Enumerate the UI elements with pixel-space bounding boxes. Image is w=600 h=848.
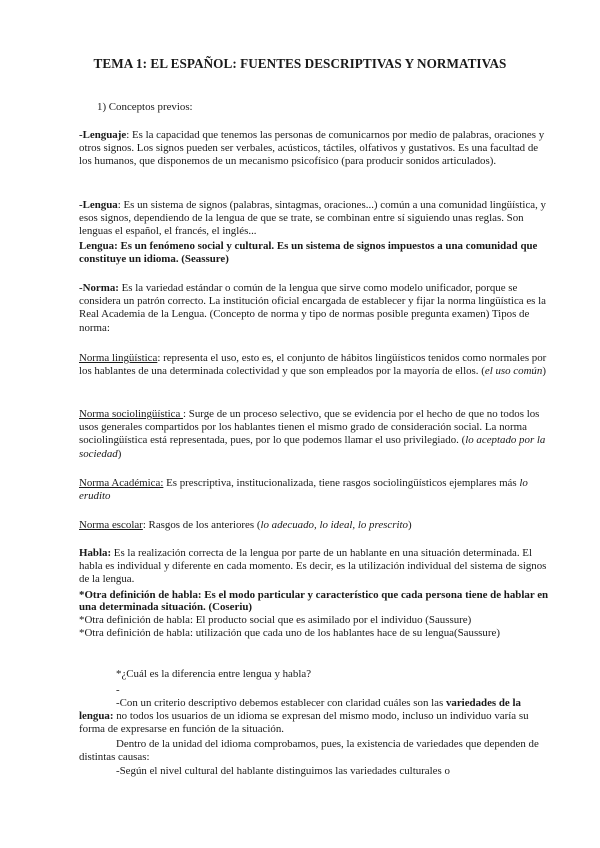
lengua-paragraph: [79, 199, 549, 239]
norma-escolar-term: Norma escolar: [79, 519, 143, 531]
segun-paragraph: -Según el nivel cultural del hablante distinguimos las variedades culturales o: [116, 765, 450, 777]
norma-academica-term: Norma Académica:: [79, 477, 164, 489]
norma-sociolinguistica-text: : Surge de un proceso selectivo, que se evidencia por el hecho de que no todos los usos generales compartidos por los hablantes tienen el mismo grado de consideración social. La norma sociolingüística está representada, pues, por lo que podemos llamar el uso privilegiado. (: [79, 408, 540, 447]
lenguaje-text: : Es la capacidad que tenemos las personas de comunicarnos por medio de palabras, oraciones y otros signos. Los signos pueden ser verbales, acústicos, táctiles, olfativos y gustativos. Es una facultad de los humanos, que disponemos de un mecanismo psicofísico (para producir sonidos articulados).: [79, 129, 545, 168]
norma-linguistica-text: : representa el uso, esto es, el conjunto de hábitos lingüísticos tenidos como normales por los hablantes de una determinada colectividad y que son empleados por la mayoría de ellos. (: [79, 352, 547, 378]
criterio-paragraph: [79, 697, 549, 737]
norma-escolar-italic: lo adecuado, lo ideal, lo prescrito: [260, 519, 408, 531]
variedades-lengua-term: variedades de la lengua:: [79, 697, 521, 723]
norma-escolar-text: : Rasgos de los anteriores (: [142, 519, 261, 531]
norma-academica-italic: lo erudito: [79, 477, 528, 503]
lenguaje-paragraph: [79, 129, 549, 169]
criterio-text-b: no todos los usuarios de un idioma se expresan del mismo modo, incluso un individuo varía su forma de expresarse en función de la situación.: [79, 710, 529, 736]
lengua-term: -Lengua: [79, 199, 118, 211]
criterio-text-a: -Con un criterio descriptivo debemos establecer con claridad cuáles son las: [116, 697, 446, 709]
norma-escolar-end: ): [407, 519, 412, 531]
norma-linguistica-end: ): [542, 365, 546, 378]
norma-paragraph: [79, 282, 549, 335]
dentro-paragraph: Dentro de la unidad del idioma comprobamos, pues, la existencia de variedades que dependen de distintas causas:: [79, 738, 539, 764]
lengua-bold-definition: Lengua: Es un fenómeno social y cultural. Es un sistema de signos impuestos a una comunidad que constituye un idioma. (Seassure): [79, 240, 538, 266]
dash-line: -: [116, 684, 120, 696]
lengua-text: : Es un sistema de signos (palabras, sintagmas, oraciones...) común a una comunidad lingüística, y esos signos, dependiendo de la lengua de que se trate, se combinan entre sí siguiendo unas reglas. Son lenguas el español, el francés, el inglés...: [79, 199, 547, 238]
norma-sociolinguistica-paragraph: [79, 408, 549, 461]
document-title: TEMA 1: EL ESPAÑOL: FUENTES DESCRIPTIVAS Y NORMATIVAS: [93, 56, 507, 71]
norma-linguistica-term: Norma lingüística: [79, 352, 158, 364]
norma-sociolinguistica-italic: lo aceptado por la sociedad: [79, 434, 546, 460]
question-lengua-habla: *¿Cuál es la diferencia entre lengua y habla?: [116, 668, 312, 680]
norma-sociolinguistica-term: Norma sociolingüística: [79, 408, 184, 420]
habla-text: Es la realización correcta de la lengua por parte de un hablante en una situación determinada. El habla es individual y diferente en cada momento. Es decir, es la utilización individual del sistema de signos de la lengua.: [79, 547, 547, 586]
norma-academica-paragraph: [79, 477, 549, 503]
norma-escolar-paragraph: [79, 519, 549, 532]
norma-text: Es la variedad estándar o común de la lengua que sirve como modelo unificador, porque se considera un patrón correcto. La institución oficial encargada de establecer y fijar la norma lingüística es la Real Academia de la Lengua. (Concepto de norma y tipo de normas posible pregunta examen) Tipos de norma:: [79, 282, 546, 334]
habla-definition-saussure-1: *Otra definición de habla: El producto social que es asimilado por el individuo (Saussure): [79, 614, 472, 626]
norma-linguistica-italic: el uso común: [484, 365, 543, 378]
section-heading: 1) Conceptos previos:: [97, 101, 193, 113]
habla-definition-saussure-2: *Otra definición de habla: utilización que cada uno de los hablantes hace de su lengua(Saussure): [79, 627, 500, 639]
lenguaje-term: -Lenguaje: [79, 129, 127, 141]
habla-term: Habla:: [79, 547, 112, 559]
norma-term: -Norma:: [79, 282, 119, 294]
habla-definition-coseriu: *Otra definición de habla: Es el modo particular y característico que cada persona tiene de hablar en una determinada situación. (Coseriu): [79, 589, 549, 614]
norma-linguistica-paragraph: [79, 352, 549, 378]
norma-sociolinguistica-end: ): [117, 447, 122, 460]
habla-paragraph: [79, 547, 549, 587]
norma-academica-text: Es prescriptiva, institucionalizada, tiene rasgos sociolingüísticos ejemplares más: [163, 477, 520, 489]
